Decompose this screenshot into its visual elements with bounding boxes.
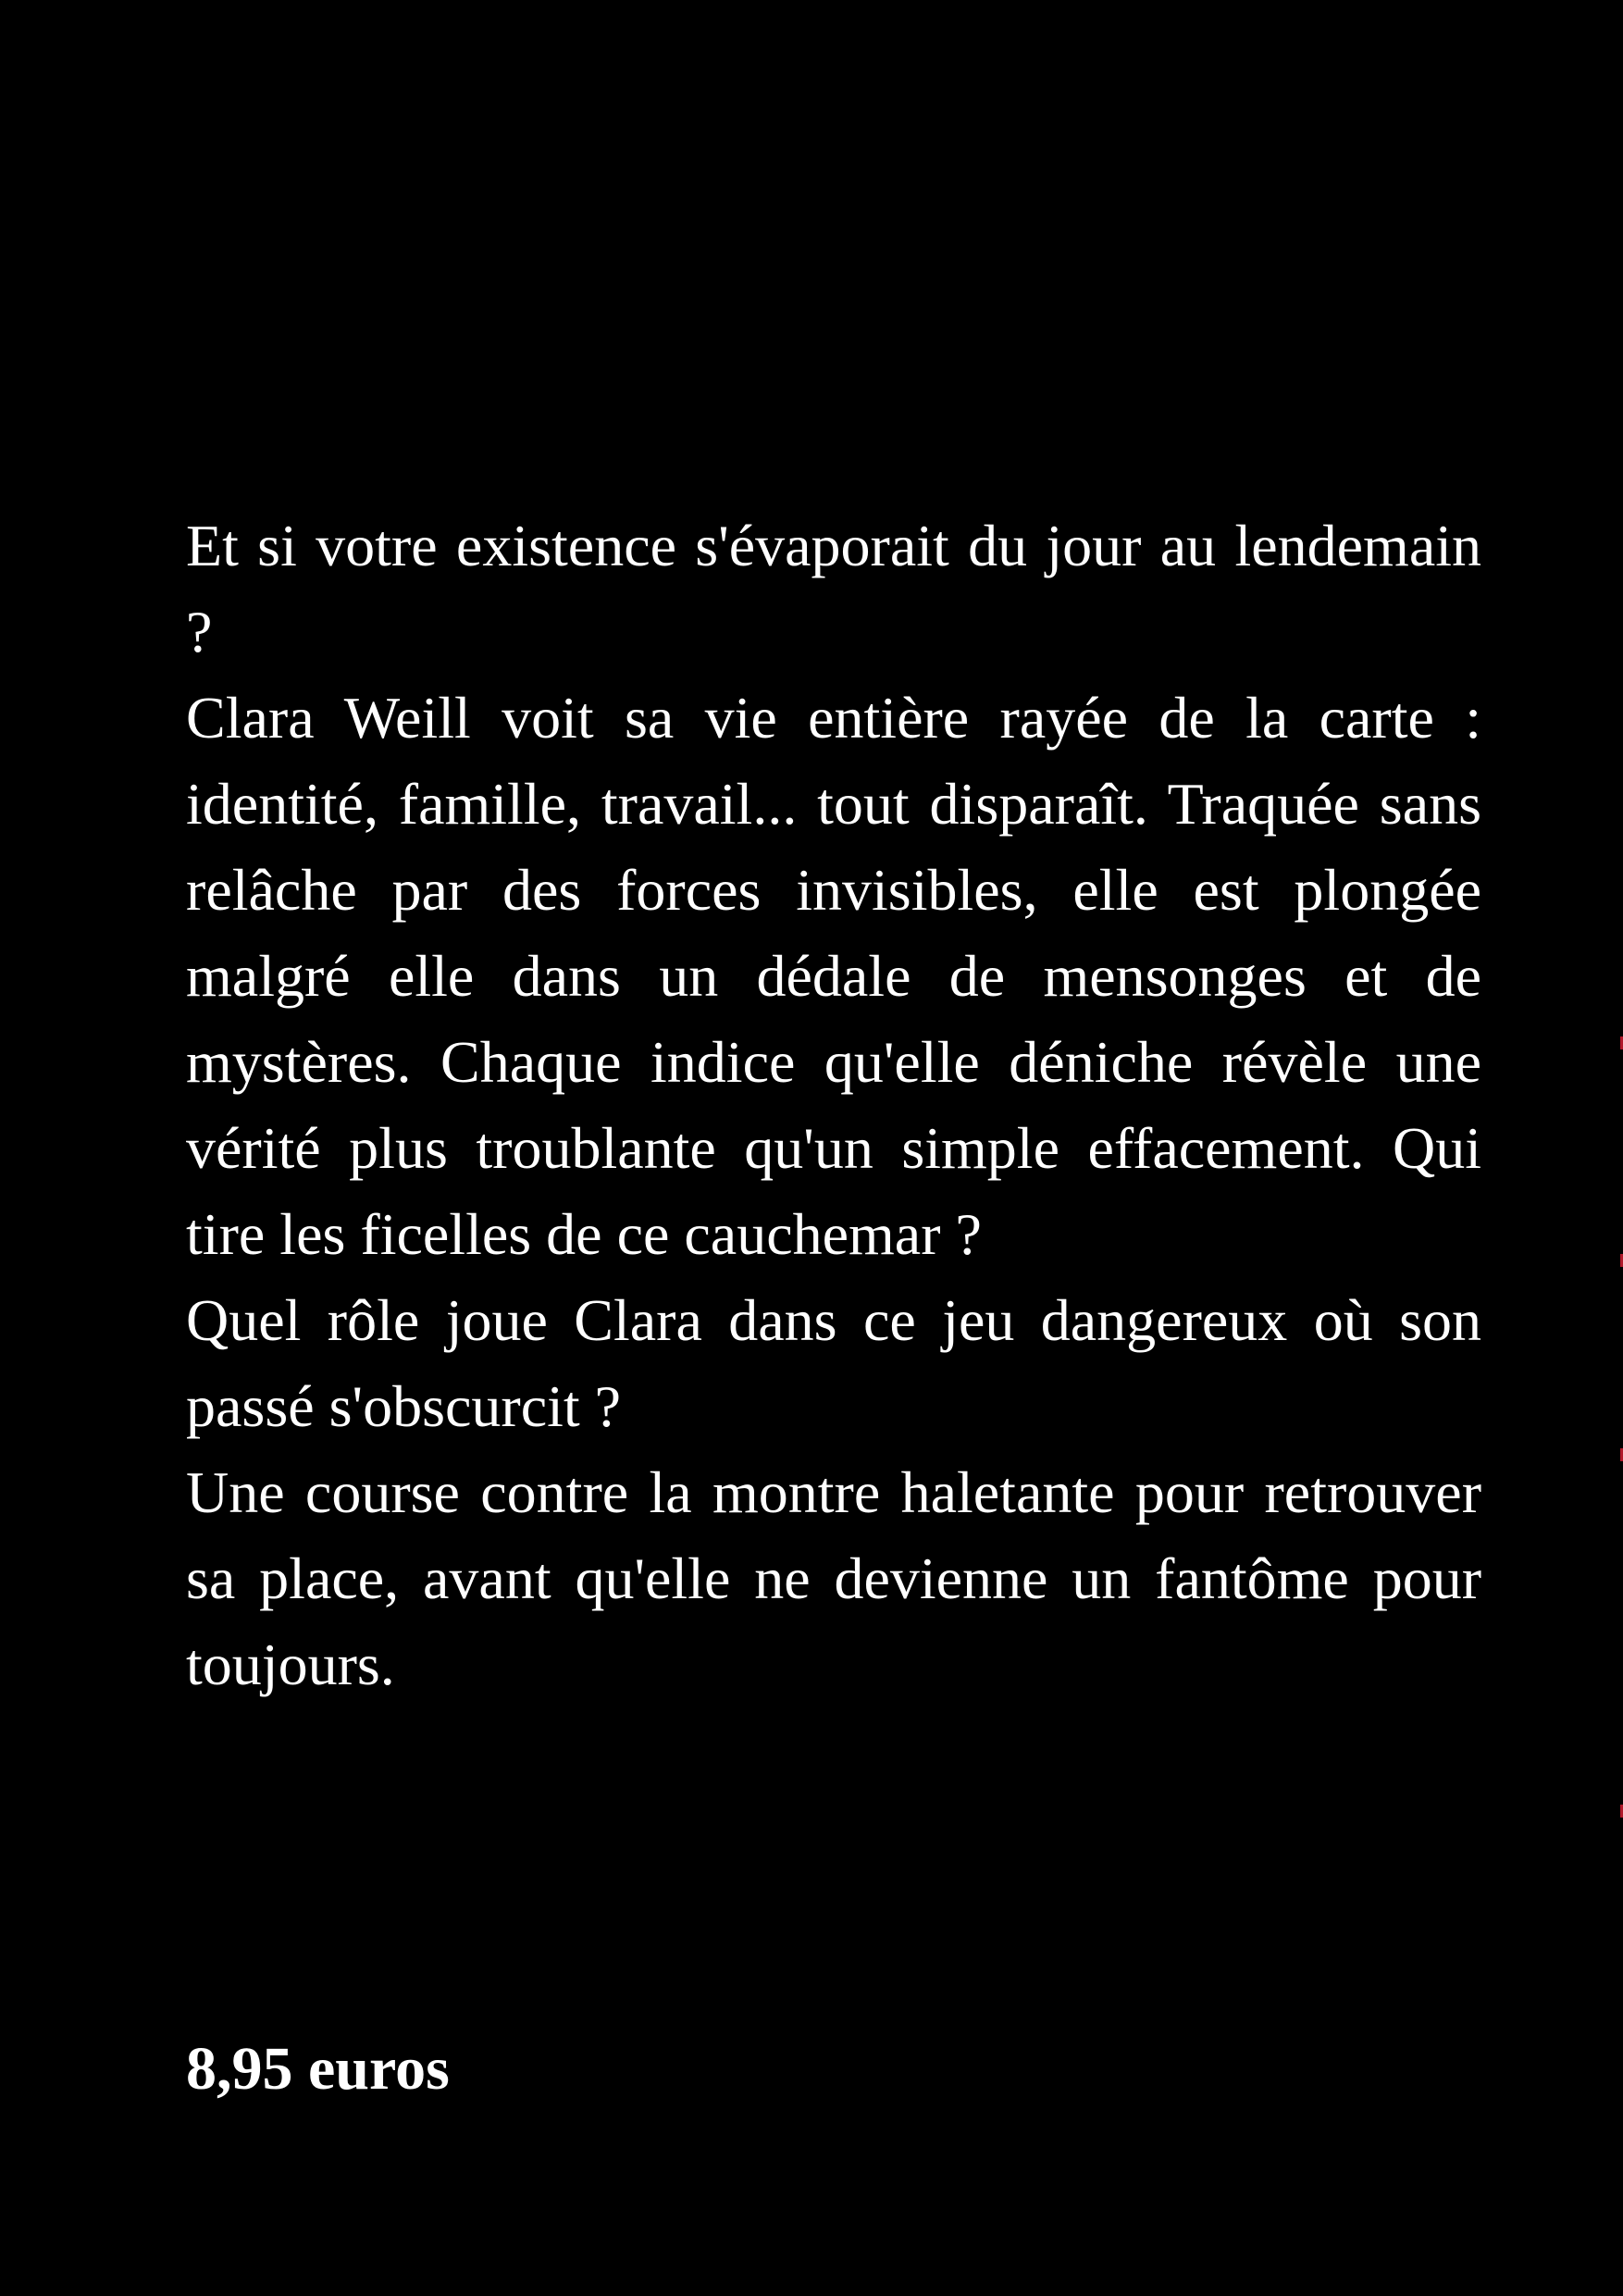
back-cover-blurb xyxy=(186,503,1481,1707)
blurb-paragraph-question: Quel rôle joue Clara dans ce jeu dangereux où son passé s'obscurcit ? xyxy=(186,1287,1481,1439)
edge-marks xyxy=(1619,0,1623,2296)
blurb-paragraph-hook: Et si votre existence s'évaporait du jour au lendemain ? xyxy=(186,513,1481,664)
book-price: 8,95 euros xyxy=(186,2035,450,2103)
blurb-paragraph-tagline: Une course contre la montre haletante pour retrouver sa place, avant qu'elle ne devienne un fantôme pour toujours. xyxy=(186,1459,1481,1697)
blurb-paragraph-synopsis: Clara Weill voit sa vie entière rayée de la carte : identité, famille, travail... tout disparaît. Traquée sans relâche par des forces invisibles, elle est plongée malgré elle dans un dédale de mensonges et de mystères. Chaque indice qu'elle déniche révèle une vérité plus troublante qu'un simple effacement. Qui tire les ficelles de ce cauchemar ? xyxy=(186,685,1481,1267)
